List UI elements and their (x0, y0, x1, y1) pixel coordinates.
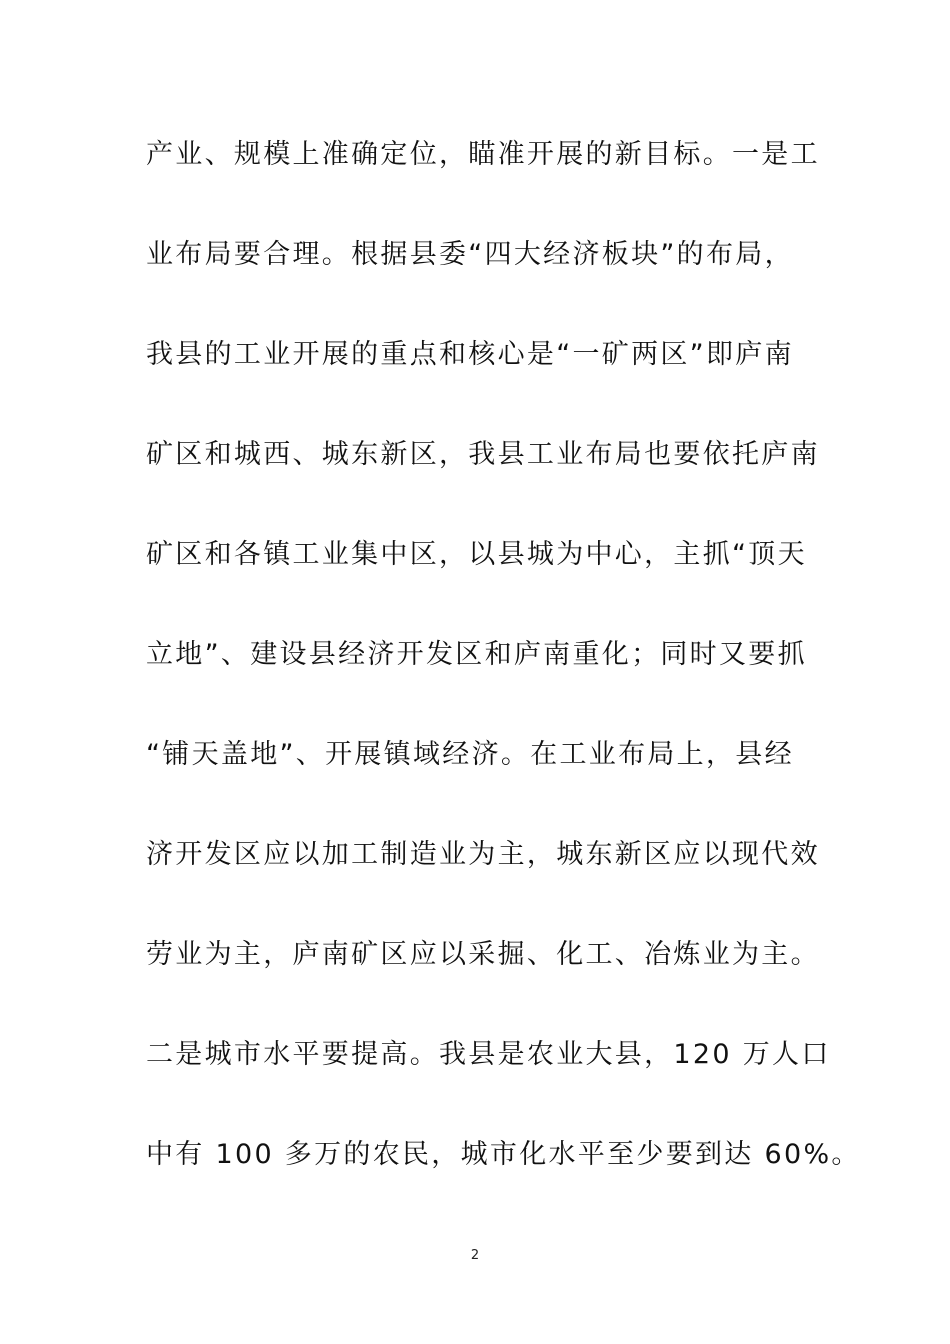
text-line-3: 我县的工业开展的重点和核心是“一矿两区”即庐南 (146, 339, 794, 370)
text-line-11: 中有 100 多万的农民，城市化水平至少要到达 60%。 (146, 1139, 861, 1170)
body-text (146, 128, 861, 1228)
text-line-9: 劳业为主，庐南矿区应以采掘、化工、冶炼业为主。 (146, 939, 820, 970)
text-line-7: “铺天盖地”、开展镇域经济。在工业布局上，县经 (146, 739, 794, 770)
text-line-5: 矿区和各镇工业集中区，以县城为中心，主抓“顶天 (146, 539, 807, 570)
text-line-6: 立地”、建设县经济开发区和庐南重化；同时又要抓 (146, 639, 807, 670)
text-line-4: 矿区和城西、城东新区，我县工业布局也要依托庐南 (146, 439, 820, 470)
text-line-1: 产业、规模上准确定位，瞄准开展的新目标。一是工 (146, 139, 820, 170)
text-line-10: 二是城市水平要提高。我县是农业大县，120 万人口 (146, 1039, 831, 1070)
text-line-8: 济开发区应以加工制造业为主，城东新区应以现代效 (146, 839, 820, 870)
text-line-2: 业布局要合理。根据县委“四大经济板块”的布局， (146, 239, 794, 270)
page-number: 2 (470, 1248, 480, 1263)
